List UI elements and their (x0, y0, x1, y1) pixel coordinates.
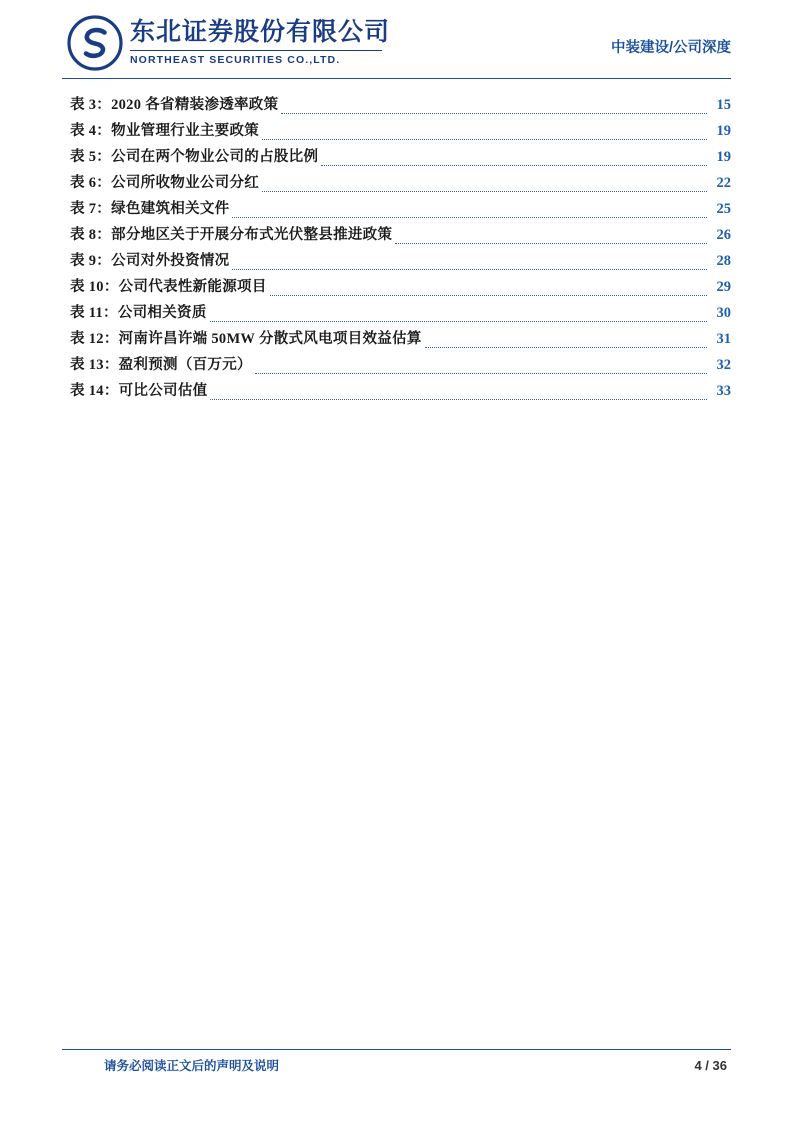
toc-leader-dots (210, 398, 707, 400)
brand-divider (130, 50, 382, 51)
toc-leader-dots (210, 320, 707, 322)
toc-entry-label: 表 3：2020 各省精装渗透率政策 (70, 97, 279, 113)
toc-entry-page: 22 (716, 175, 731, 191)
toc-leader-dots (255, 372, 707, 374)
toc-entry-label: 表 9：公司对外投资情况 (70, 253, 230, 269)
toc-entry-page: 32 (716, 357, 731, 373)
toc-entry-page: 26 (716, 227, 731, 243)
toc-leader-dots (232, 216, 707, 218)
toc-entry-page: 31 (716, 331, 731, 347)
toc-entry-page: 30 (716, 305, 731, 321)
toc-entry[interactable] (70, 326, 731, 352)
page-header (62, 0, 731, 78)
footer-disclaimer: 请务必阅读正文后的声明及说明 (104, 1059, 280, 1073)
toc-leader-dots (262, 190, 707, 192)
toc-entry[interactable] (70, 222, 731, 248)
toc-entry-label: 表 6：公司所收物业公司分红 (70, 175, 260, 191)
toc-entry-page: 29 (716, 279, 731, 295)
toc-entry-label: 表 11：公司相关资质 (70, 305, 207, 321)
table-of-contents (62, 92, 731, 404)
toc-entry-page: 33 (716, 383, 731, 399)
toc-entry-label: 表 14：可比公司估值 (70, 383, 208, 399)
toc-entry[interactable] (70, 170, 731, 196)
toc-entry-label: 表 7：绿色建筑相关文件 (70, 201, 230, 217)
toc-entry-page: 19 (716, 123, 731, 139)
toc-entry[interactable] (70, 196, 731, 222)
toc-entry[interactable] (70, 144, 731, 170)
toc-leader-dots (321, 164, 707, 166)
toc-entry[interactable] (70, 274, 731, 300)
toc-leader-dots (281, 112, 707, 114)
toc-entry-page: 25 (716, 201, 731, 217)
footer-page-number: 4 / 36 (694, 1057, 727, 1073)
toc-entry-label: 表 4：物业管理行业主要政策 (70, 123, 260, 139)
toc-entry-page: 15 (716, 97, 731, 113)
toc-entry[interactable] (70, 92, 731, 118)
page-footer (62, 1049, 731, 1074)
toc-entry-page: 28 (716, 253, 731, 269)
toc-entry[interactable] (70, 352, 731, 378)
toc-leader-dots (262, 138, 707, 140)
toc-entry[interactable] (70, 118, 731, 144)
toc-leader-dots (270, 294, 707, 296)
brand-block (66, 14, 390, 72)
toc-entry[interactable] (70, 300, 731, 326)
toc-entry[interactable] (70, 248, 731, 274)
toc-entry-label: 表 10：公司代表性新能源项目 (70, 279, 267, 295)
header-divider (62, 78, 731, 79)
toc-entry-label: 表 13：盈利预测（百万元） (70, 357, 252, 373)
header-report-label: 中装建设/公司深度 (610, 40, 731, 56)
brand-name-en: NORTHEAST SECURITIES CO.,LTD. (130, 54, 341, 67)
toc-leader-dots (232, 268, 707, 270)
brand-text (130, 20, 390, 66)
northeast-securities-logo-icon (66, 14, 124, 72)
toc-entry-label: 表 5：公司在两个物业公司的占股比例 (70, 149, 319, 165)
toc-entry[interactable] (70, 378, 731, 404)
toc-entry-page: 19 (716, 149, 731, 165)
toc-entry-label: 表 12：河南许昌许端 50MW 分散式风电项目效益估算 (70, 331, 422, 347)
toc-entry-label: 表 8：部分地区关于开展分布式光伏整县推进政策 (70, 227, 393, 243)
toc-leader-dots (425, 346, 707, 348)
toc-leader-dots (395, 242, 707, 244)
brand-name-cn: 东北证券股份有限公司 (130, 18, 391, 47)
